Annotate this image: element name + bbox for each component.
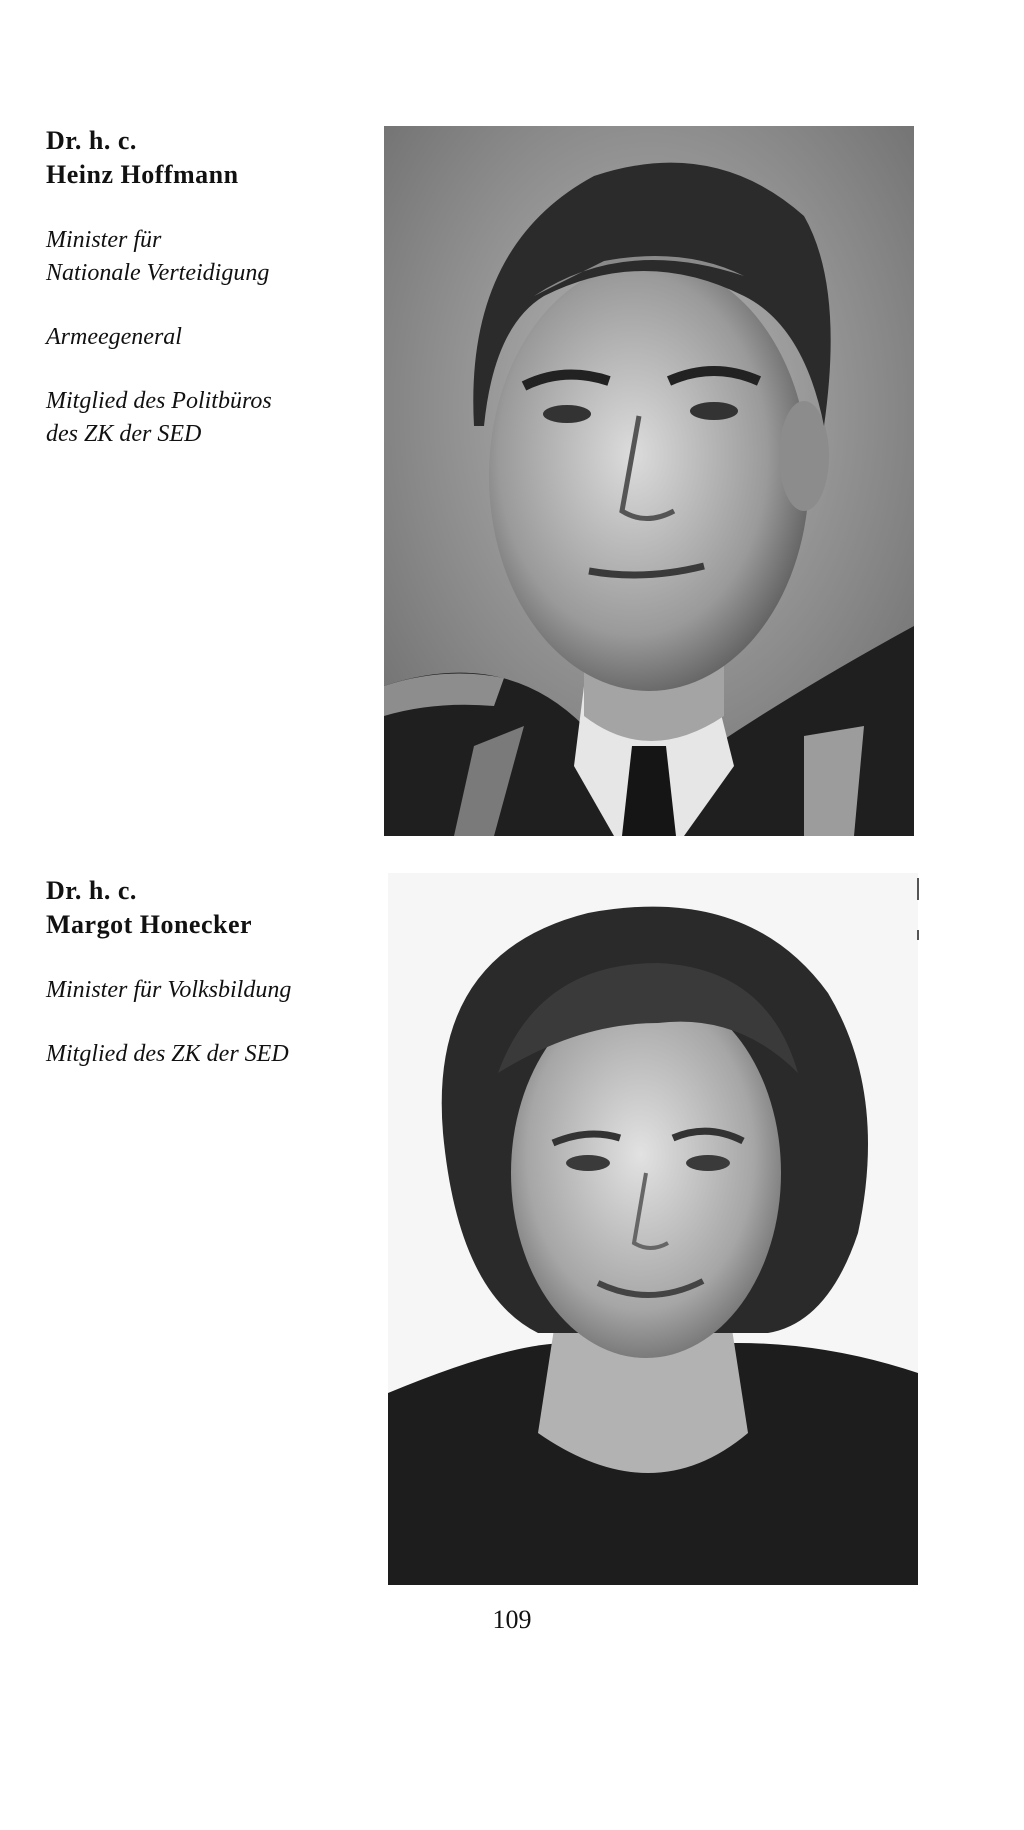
role-rank bbox=[46, 321, 376, 354]
person-name: Heinz Hoffmann bbox=[46, 160, 239, 189]
role-line: Minister für bbox=[46, 227, 162, 253]
portrait-photo-hoffmann bbox=[384, 126, 914, 836]
person-name: Margot Honecker bbox=[46, 910, 253, 939]
page-number: 109 bbox=[492, 1605, 532, 1634]
role-minister bbox=[46, 974, 376, 1007]
scan-edge-mark bbox=[917, 930, 919, 940]
role-line: Nationale Verteidigung bbox=[46, 260, 270, 286]
portrait-photo-honecker bbox=[388, 873, 918, 1585]
role-line: Armeegeneral bbox=[46, 324, 182, 350]
entry-heinz-hoffmann bbox=[46, 124, 376, 451]
portrait-woman bbox=[388, 873, 918, 1585]
role-line: Minister für Volksbildung bbox=[46, 977, 292, 1003]
role-membership bbox=[46, 1038, 376, 1071]
role-line: Mitglied des ZK der SED bbox=[46, 1041, 289, 1067]
honorific-title: Dr. h. c. bbox=[46, 876, 137, 905]
role-minister bbox=[46, 224, 376, 290]
scan-edge-mark bbox=[917, 878, 919, 900]
entry-margot-honecker bbox=[46, 874, 376, 1071]
role-line: Mitglied des Politbüros bbox=[46, 388, 272, 414]
portrait-man-uniform bbox=[384, 126, 914, 836]
honorific-title: Dr. h. c. bbox=[46, 126, 137, 155]
role-membership bbox=[46, 385, 376, 451]
role-line: des ZK der SED bbox=[46, 421, 202, 447]
